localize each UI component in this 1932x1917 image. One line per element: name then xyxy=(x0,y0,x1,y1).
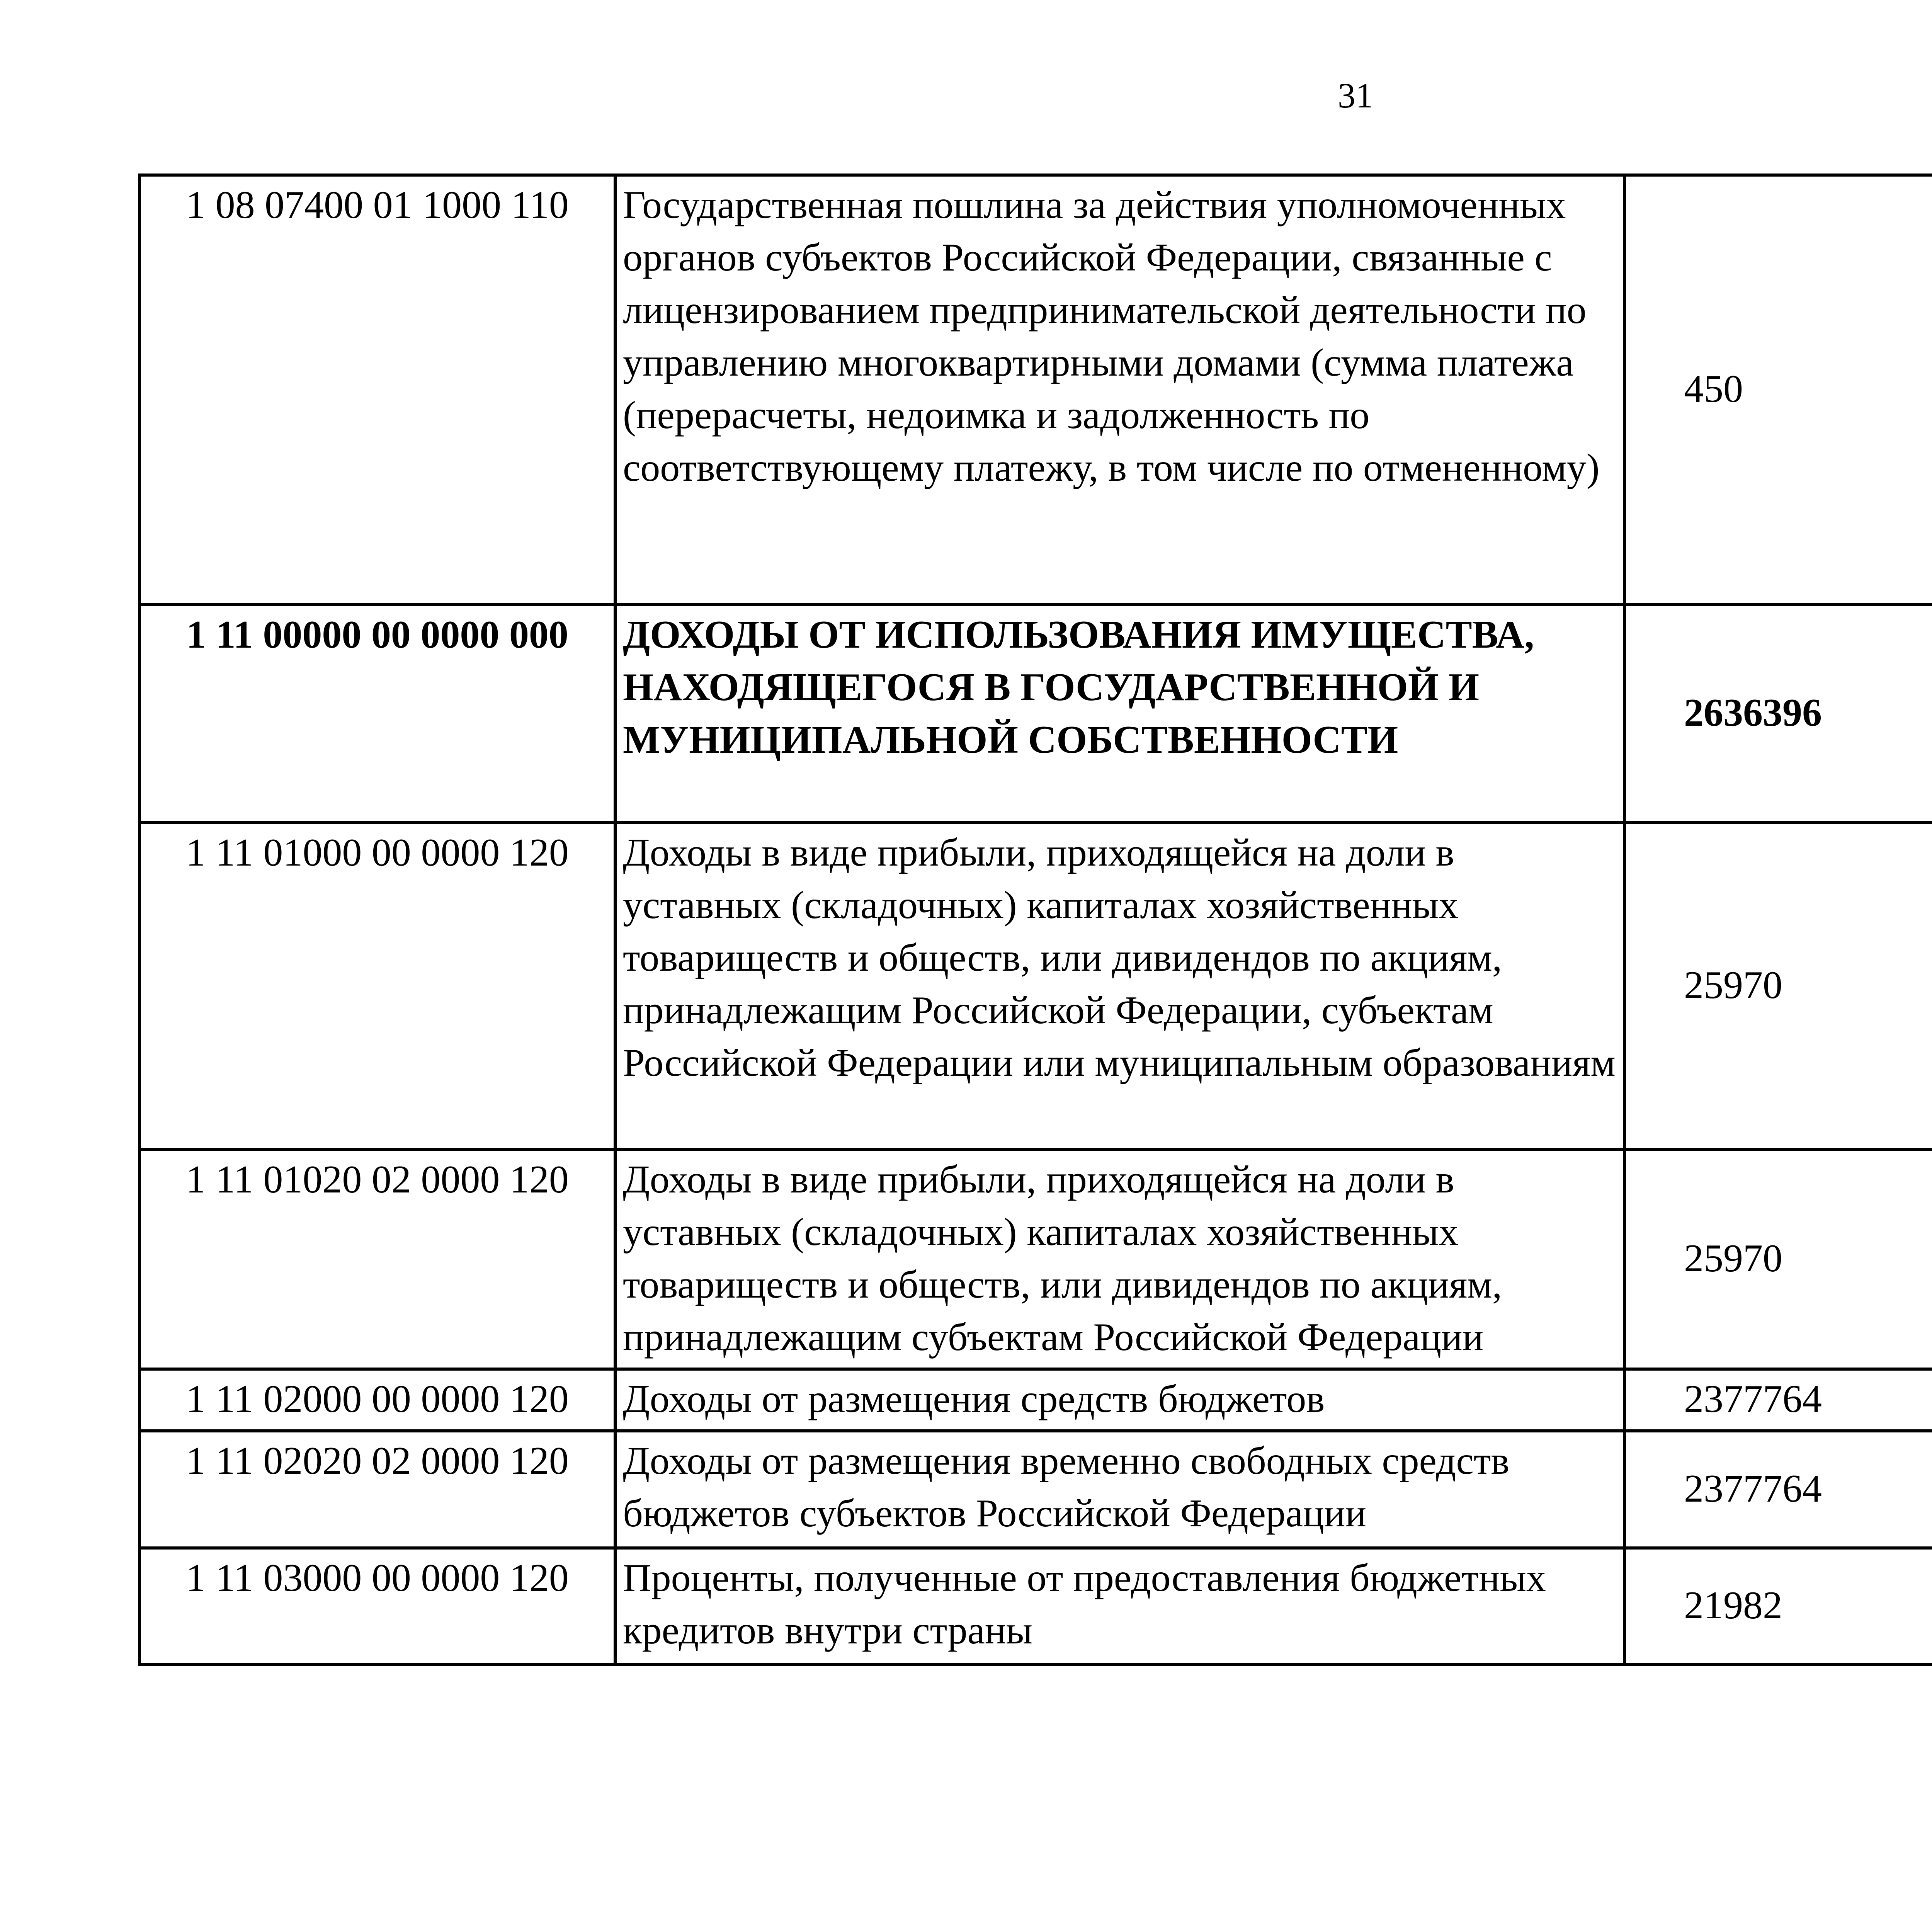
revenue-name-cell: ДОХОДЫ ОТ ИСПОЛЬЗОВАНИЯ ИМУЩЕСТВА, НАХОДЯЩЕГОСЯ В ГОСУДАРСТВЕННОЙ И МУНИЦИПАЛЬНОЙ СОБСТВЕННОСТИ xyxy=(615,605,1624,823)
table-row xyxy=(139,1369,1932,1431)
budget-code-cell: 1 11 00000 00 0000 000 xyxy=(139,605,615,823)
amount-cell-1: 2377764 xyxy=(1624,1369,1932,1431)
revenue-name-cell: Доходы в виде прибыли, приходящейся на доли в уставных (складочных) капиталах хозяйственных товариществ и обществ, или дивидендов по акциям, принадлежащим субъектам Российской Федерации xyxy=(615,1150,1624,1369)
budget-code-cell: 1 08 07400 01 1000 110 xyxy=(139,175,615,605)
budget-code-cell: 1 11 02000 00 0000 120 xyxy=(139,1369,615,1431)
table-row xyxy=(139,1548,1932,1665)
revenue-name-cell: Государственная пошлина за действия уполномоченных органов субъектов Российской Федерации, связанные с лицензированием предпринимательской деятельности по управлению многоквартирными домами (сумма платежа (перерасчеты, недоимка и задолженность по соответствующему платежу, в том числе по отмененному) xyxy=(615,175,1624,605)
table-row xyxy=(139,1150,1932,1369)
revenue-name-cell: Доходы в виде прибыли, приходящейся на доли в уставных (складочных) капиталах хозяйственных товариществ и обществ, или дивидендов по акциям, принадлежащим Российской Федерации, субъектам Российской Федерации или муниципальным образованиям xyxy=(615,823,1624,1150)
budget-code-cell: 1 11 03000 00 0000 120 xyxy=(139,1548,615,1665)
revenue-name-cell: Доходы от размещения временно свободных средств бюджетов субъектов Российской Федерации xyxy=(615,1431,1624,1548)
table-row-section xyxy=(139,605,1932,823)
revenue-name-cell: Проценты, полученные от предоставления бюджетных кредитов внутри страны xyxy=(615,1548,1624,1665)
amount-cell-1: 2377764 xyxy=(1624,1431,1932,1548)
table-row xyxy=(139,823,1932,1150)
amount-cell-1: 2636396 xyxy=(1624,605,1932,823)
amount-cell-1: 21982 xyxy=(1624,1548,1932,1665)
budget-revenue-table xyxy=(138,173,1932,1666)
table-row xyxy=(139,1431,1932,1548)
budget-code-cell: 1 11 02020 02 0000 120 xyxy=(139,1431,615,1548)
amount-cell-1: 25970 xyxy=(1624,823,1932,1150)
amount-cell-1: 450 xyxy=(1624,175,1932,605)
page-number: 31 xyxy=(1338,76,1373,115)
revenue-name-cell: Доходы от размещения средств бюджетов xyxy=(615,1369,1624,1431)
budget-code-cell: 1 11 01020 02 0000 120 xyxy=(139,1150,615,1369)
amount-cell-1: 25970 xyxy=(1624,1150,1932,1369)
table-row xyxy=(139,175,1932,605)
budget-code-cell: 1 11 01000 00 0000 120 xyxy=(139,823,615,1150)
